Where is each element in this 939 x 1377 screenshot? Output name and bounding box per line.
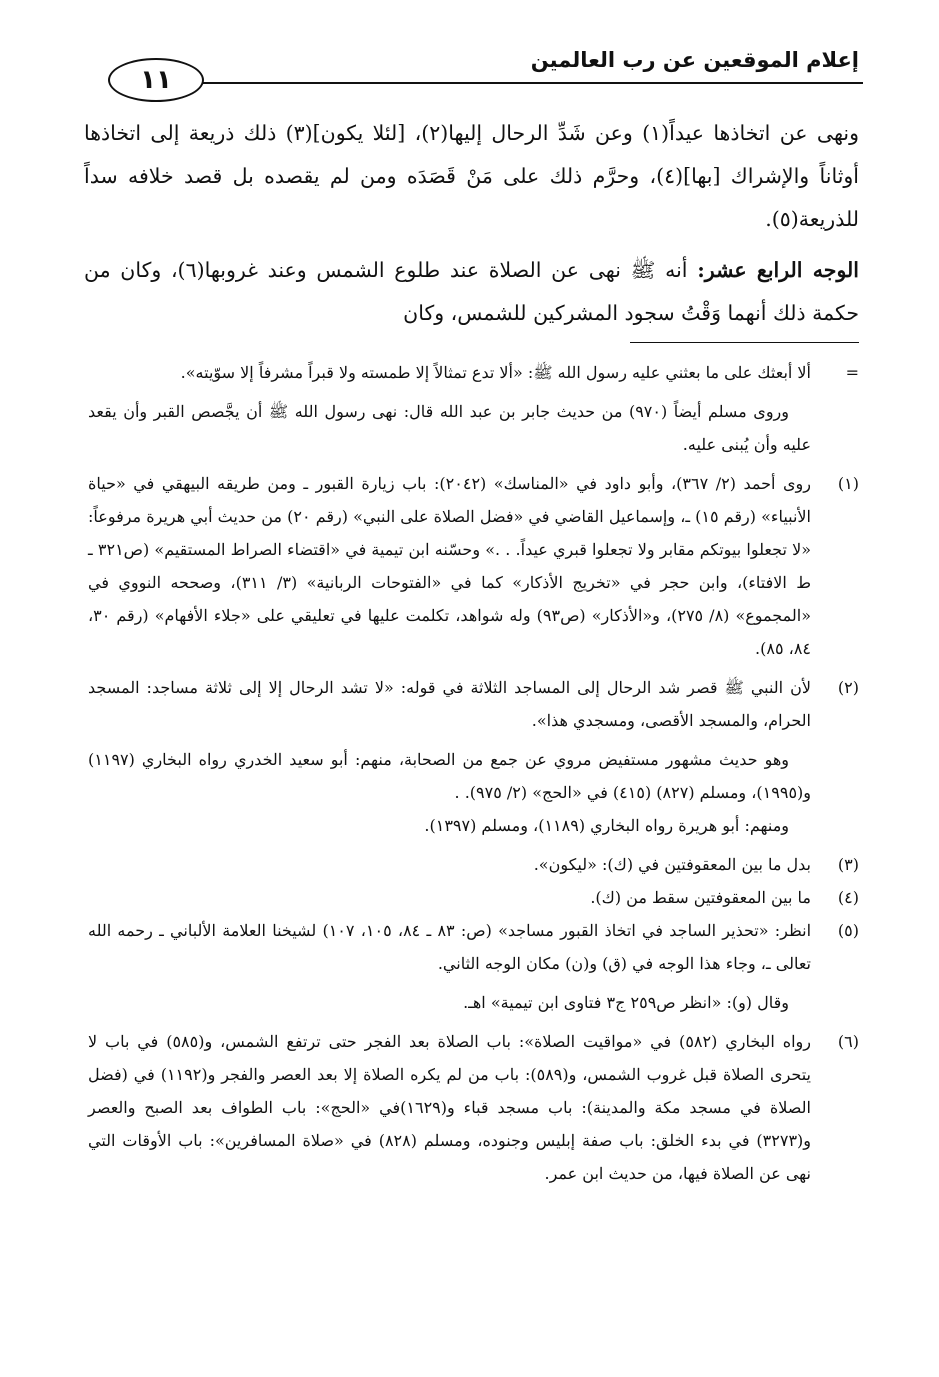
footnote-text: وروى مسلم أيضاً (٩٧٠) من حديث جابر بن عبد الله قال: نهى رسول الله ﷺ أن يجَّصص القبر وأن يقعد عليه وأن يُبنى عليه. [88, 402, 811, 454]
footnote-text: ألا أبعثك على ما بعثني عليه رسول الله ﷺ: «ألا تدع تمثالاً إلا طمسته ولا قبراً مشرفاً إلا سوّيته». [180, 363, 811, 382]
main-text [84, 112, 859, 335]
footnote-4 [88, 881, 859, 914]
footnote-1 [88, 467, 859, 665]
footnote-number: (٥) [837, 921, 859, 940]
running-title: إعلام الموقعين عن رب العالمين [530, 48, 859, 72]
footnote-text: رواه البخاري (٥٨٢) في «مواقيت الصلاة»: باب الصلاة بعد الفجر حتى ترتفع الشمس، و(٥٨٥) في باب لا يتحرى الصلاة قبل غروب الشمس، و(٥٨٩): باب من لم يكره الصلاة إلا بعد العصر والفجر و(١١٩٢) في (فضل الصلاة في مسجد مكة والمدينة): باب مسجد قباء و(١٦٢٩)في «الحج»: باب الطواف بعد الصبح والعصر و(٣٢٧٣) في بدء الخلق: باب صفة إبليس وجنوده، ومسلم (٨٢٨) في «صلاة المسافرين»: باب الأوقات التي نهى عن الصلاة فيها، من حديث ابن عمر. [88, 1032, 812, 1183]
footnote-continuation [88, 356, 859, 389]
footnote-text: وقال (و): «انظر ص٢٥٩ ج٣ فتاوى ابن تيمية» اهـ. [463, 993, 789, 1012]
footnote-text: لأن النبي ﷺ قصر شد الرحال إلى المساجد الثلاثة في قوله: «لا تشد الرحال إلا إلى ثلاثة مساجد: المسجد الحرام، والمسجد الأقصى، ومسجدي هذا». [88, 678, 811, 730]
footnotes [88, 356, 859, 1190]
footnote-text: انظر: «تحذير الساجد في اتخاذ القبور مساجد» (ص: ٨٣ ـ ٨٤، ١٠٥، ١٠٧) لشيخنا العلامة الألباني ـ رحمه الله تعالى ـ، وجاء هذا الوجه في (ق) و(ن) مكان الوجه الثاني. [88, 921, 812, 973]
section-lead: الوجه الرابع عشر: [697, 258, 859, 282]
page-number: ١١ [108, 58, 204, 102]
footnote-3 [88, 848, 859, 881]
footnote-2 [88, 671, 859, 737]
footnote-6 [88, 1025, 859, 1190]
footnote-5 [88, 914, 859, 980]
footnote-number: (١) [837, 474, 859, 493]
footnote-text: بدل ما بين المعقوفتين في (ك): «ليكون». [533, 855, 811, 874]
footnote-number: = [845, 363, 859, 382]
footnote-separator [630, 342, 859, 343]
footnote-number: (٣) [837, 855, 859, 874]
footnote-number: (٢) [837, 678, 859, 697]
footnote-text: ومنهم: أبو هريرة رواه البخاري (١١٨٩)، ومسلم (١٣٩٧). [424, 816, 789, 835]
main-paragraph-1: ونهى عن اتخاذها عيداً(١) وعن شَدِّ الرحال إليها(٢)، [لئلا يكون](٣) ذلك ذريعة إلى اتخاذها أوثاناً والإشراك [بها](٤)، وحرَّم ذلك على مَنْ قَصَدَه ومن لم يقصده بل قصد خلافه سداً للذريعة(٥). [84, 121, 859, 231]
footnote-text: روى أحمد (٢/ ٣٦٧)، وأبو داود في «المناسك» (٢٠٤٢): باب زيارة القبور ـ ومن طريقه البيهقي في «حياة الأنبياء» (رقم ١٥) ـ، وإسماعيل القاضي في «فضل الصلاة على النبي» (رقم ٢٠) من حديث أبي هريرة مرفوعاً: «لا تجعلوا بيوتكم مقابر ولا تجعلوا قبري عيداً. . .» وحسّنه ابن تيمية في «اقتضاء الصراط المستقيم» (ص٣٢١ ـ ط الافتاء)، وابن حجر في «تخريج الأذكار» كما في «الفتوحات الربانية» (٣/ ٣١١)، وصححه النووي في «المجموع» (٨/ ٢٧٥)، و«الأذكار» (ص٩٣) وله شواهد، تكلمت عليها في تعليقي على «جلاء الأفهام» (رقم ٣٠، ٨٤، ٨٥). [88, 474, 812, 658]
footnote-number: (٦) [837, 1032, 859, 1051]
section-text: أنه ﷺ نهى عن الصلاة عند طلوع الشمس وعند غروبها(٦)، وكان من حكمة ذلك أنهما وَقْتُ سجود المشركين للشمس، وكان [84, 258, 859, 325]
footnote-text: وهو حديث مشهور مستفيض مروي عن جمع من الصحابة، منهم: أبو سعيد الخدري رواه البخاري (١١٩٧) و(١٩٩٥)، ومسلم (٨٢٧) (٤١٥) في «الحج» (٢/ ٩٧٥). . [88, 750, 811, 802]
main-paragraph-2 [84, 249, 859, 335]
header-rule [112, 82, 863, 84]
footnote-number: (٤) [837, 888, 859, 907]
footnote-text: ما بين المعقوفتين سقط من (ك). [590, 888, 811, 907]
